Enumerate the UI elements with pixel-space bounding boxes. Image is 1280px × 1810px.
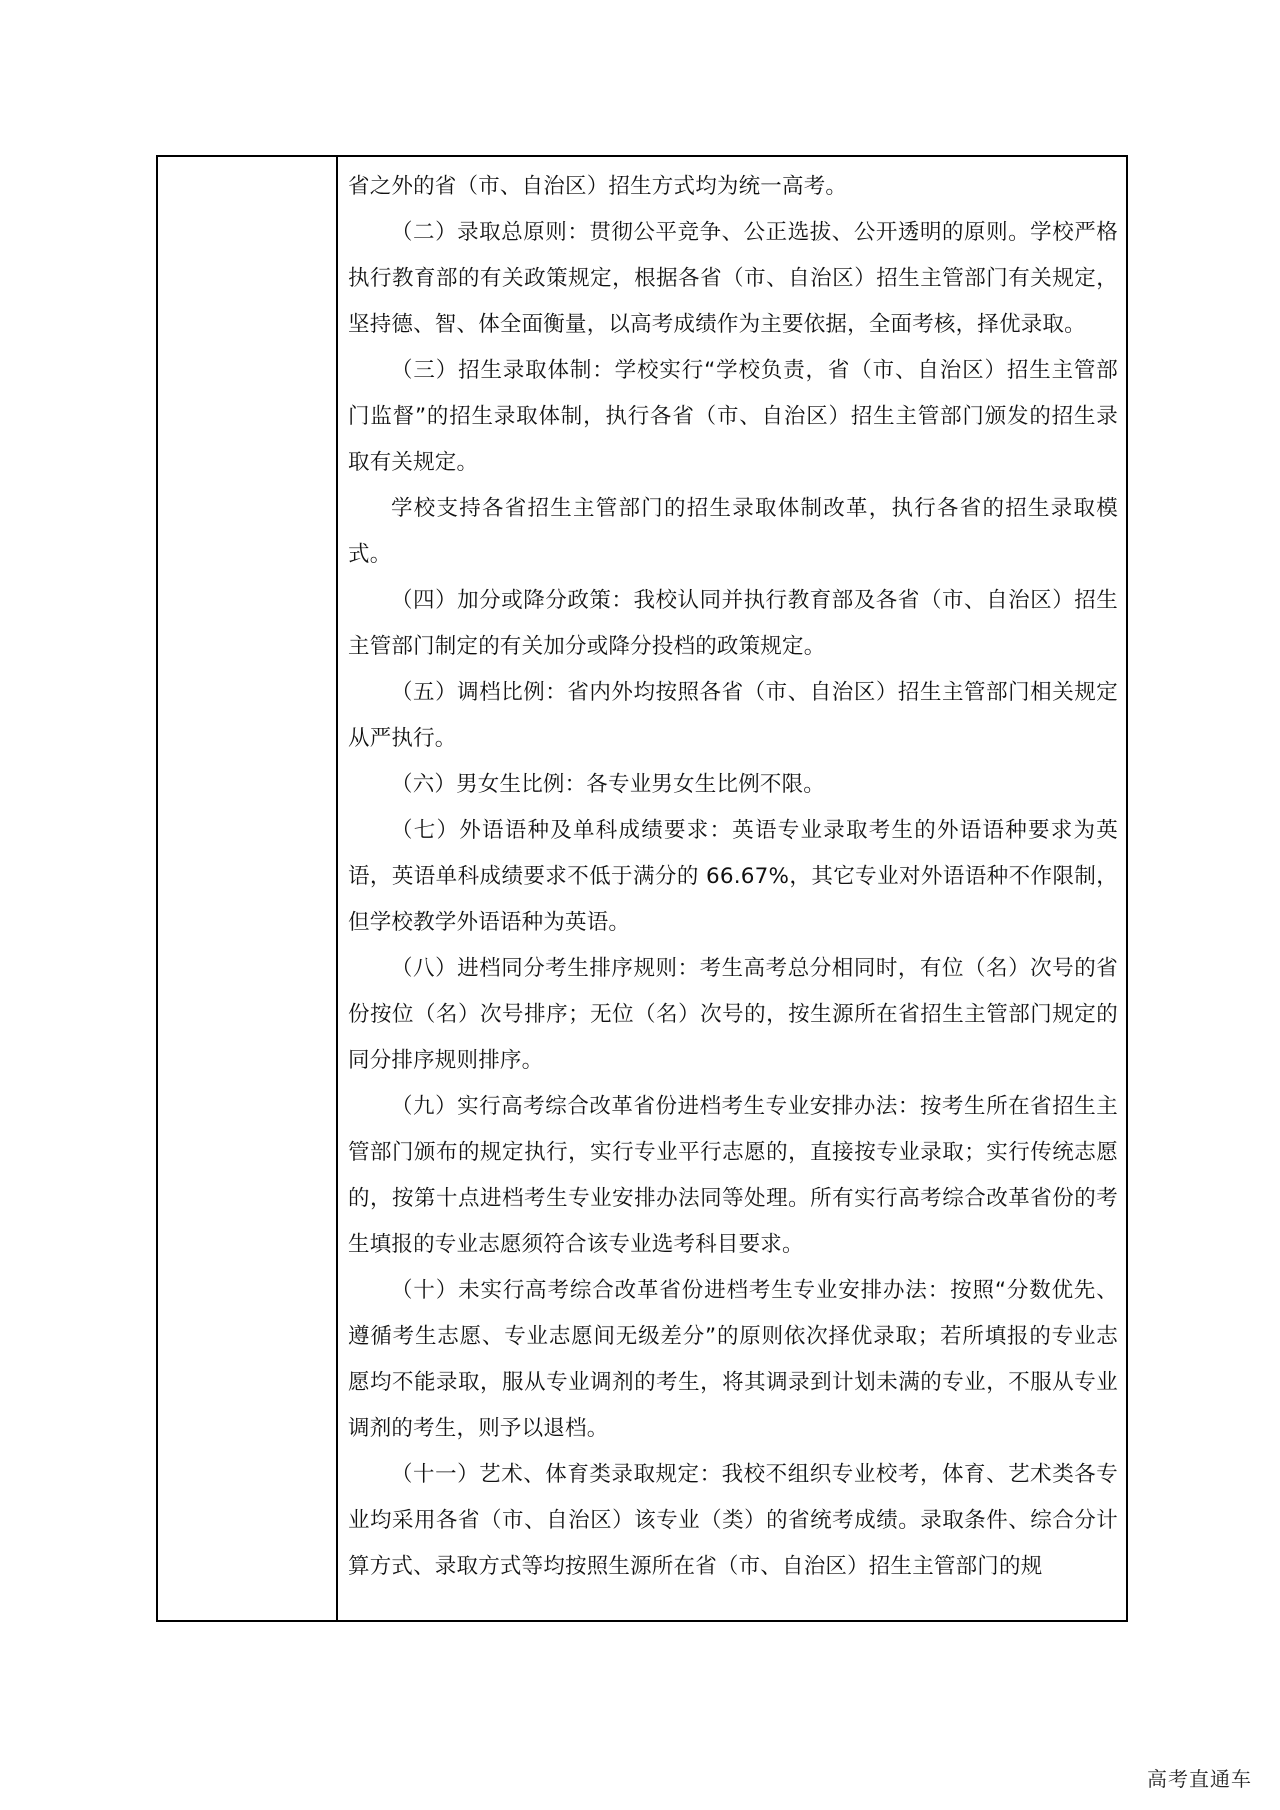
paragraph: （二）录取总原则：贯彻公平竞争、公正选拔、公开透明的原则。学校严格执行教育部的有关政策规定，根据各省（市、自治区）招生主管部门有关规定，坚持德、智、体全面衡量，以高考成绩作为主要依据，全面考核，择优录取。 [348, 220, 1118, 337]
paragraph: （六）男女生比例：各专业男女生比例不限。 [391, 772, 826, 797]
watermark-text: 高考直通车 [1147, 1767, 1252, 1791]
table-left-cell [158, 157, 338, 1620]
paragraph: （十）未实行高考综合改革省份进档考生专业安排办法：按照“分数优先、遵循考生志愿、专业志愿间无级差分”的原则依次择优录取；若所填报的专业志愿均不能录取，服从专业调剂的考生，将其调录到计划未满的专业，不服从专业调剂的考生，则予以退档。 [348, 1278, 1118, 1441]
paragraph: （七）外语语种及单科成绩要求：英语专业录取考生的外语语种要求为英语，英语单科成绩要求不低于满分的 66.67%，其它专业对外语语种不作限制，但学校教学外语语种为英语。 [348, 818, 1118, 935]
paragraph: （三）招生录取体制：学校实行“学校负责，省（市、自治区）招生主管部门监督”的招生录取体制，执行各省（市、自治区）招生主管部门颁发的招生录取有关规定。 [348, 358, 1118, 475]
paragraph: 省之外的省（市、自治区）招生方式均为统一高考。 [348, 174, 848, 199]
document-table [156, 155, 1128, 1622]
paragraph: （五）调档比例：省内外均按照各省（市、自治区）招生主管部门相关规定从严执行。 [348, 680, 1118, 751]
table-content-cell [338, 157, 1126, 1620]
paragraph: 学校支持各省招生主管部门的招生录取体制改革，执行各省的招生录取模式。 [348, 496, 1118, 567]
paragraph: （四）加分或降分政策：我校认同并执行教育部及各省（市、自治区）招生主管部门制定的有关加分或降分投档的政策规定。 [348, 588, 1118, 659]
paragraph: （十一）艺术、体育类录取规定：我校不组织专业校考，体育、艺术类各专业均采用各省（市、自治区）该专业（类）的省统考成绩。录取条件、综合分计算方式、录取方式等均按照生源所在省（市、自治区）招生主管部门的规 [348, 1462, 1118, 1579]
paragraph: （九）实行高考综合改革省份进档考生专业安排办法：按考生所在省招生主管部门颁布的规定执行，实行专业平行志愿的，直接按专业录取；实行传统志愿的，按第十点进档考生专业安排办法同等处理。所有实行高考综合改革省份的考生填报的专业志愿须符合该专业选考科目要求。 [348, 1094, 1118, 1257]
paragraph: （八）进档同分考生排序规则：考生高考总分相同时，有位（名）次号的省份按位（名）次号排序；无位（名）次号的，按生源所在省招生主管部门规定的同分排序规则排序。 [348, 956, 1118, 1073]
